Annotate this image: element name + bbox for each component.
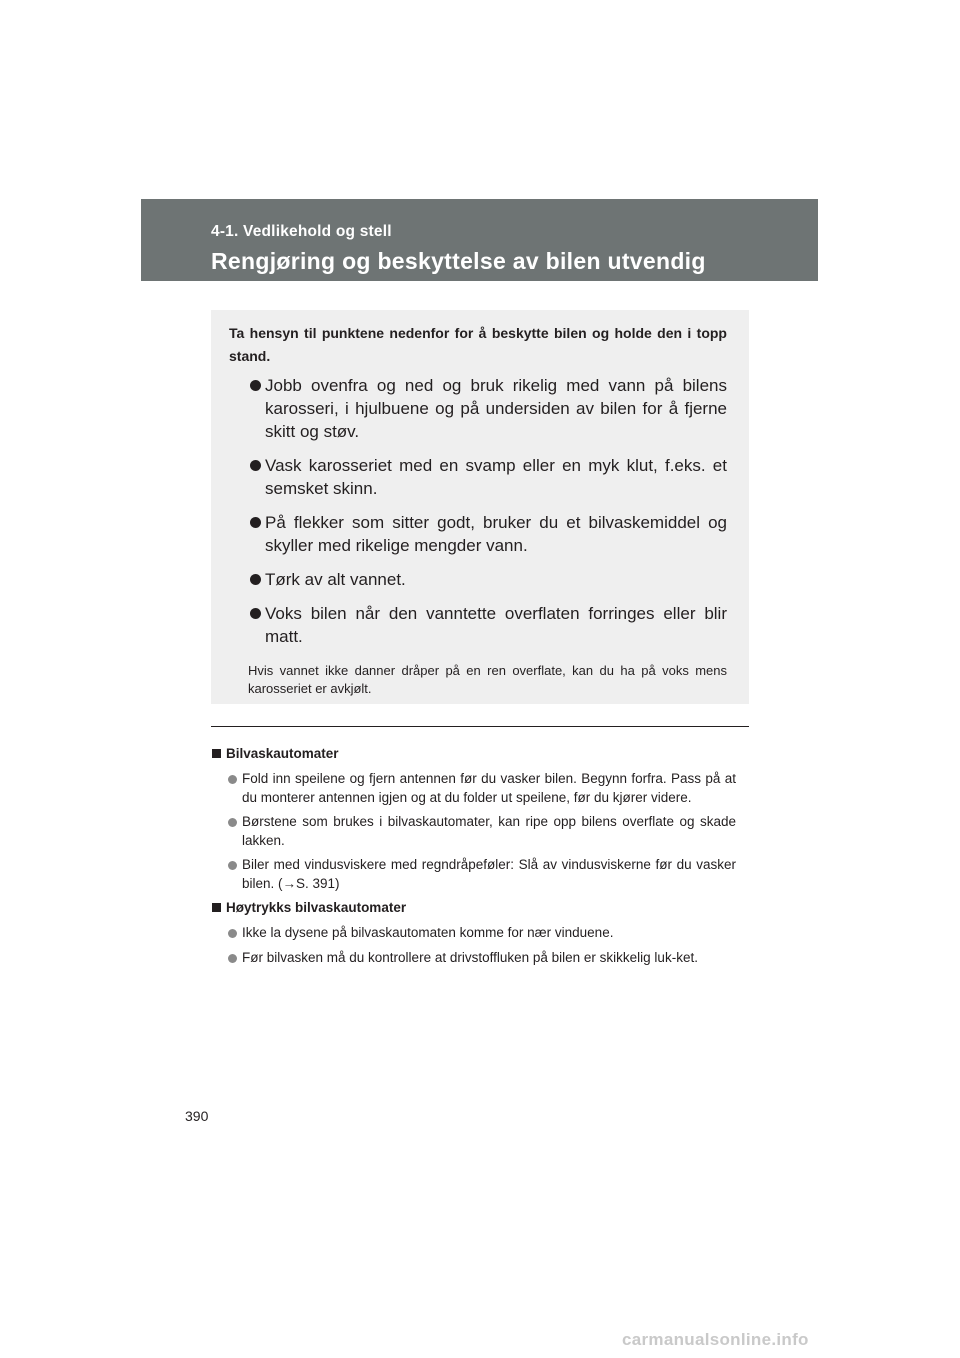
tip-box [211,310,749,704]
bullet-icon [228,775,237,784]
note-heading [211,899,736,917]
list-item [211,949,736,968]
square-bullet-icon [212,749,221,758]
list-item [211,770,736,807]
bullet-icon [228,861,237,870]
note-section-car-wash [211,745,736,893]
divider [211,726,749,727]
list-item [211,856,736,893]
list-item-text: Før bilvasken må du kontrollere at drivstoffluken på bilen er skikkelig luk-ket. [242,949,698,965]
list-item [211,813,736,850]
bullet-icon [250,517,261,528]
notes-area [211,745,736,973]
tip-list [229,374,727,648]
bullet-icon [250,608,261,619]
list-item-text: På flekker som sitter godt, bruker du et bilvaskemiddel og skyller med rikelige mengder vann. [265,513,727,555]
list-item-text: Vask karosseriet med en svamp eller en myk klut, f.eks. et semsket skinn. [265,456,727,498]
note-heading-text: Bilvaskautomater [226,746,339,761]
list-item-text: Biler med vindusviskere med regndråpeføler: Slå av vindusviskerne før du vasker bilen. (→S. 391) [242,857,736,891]
list-item [229,454,727,500]
list-item [229,374,727,443]
note-section-high-pressure [211,899,736,967]
square-bullet-icon [212,903,221,912]
bullet-icon [250,574,261,585]
list-item [229,602,727,648]
list-item-text: Ikke la dysene på bilvaskautomaten komme for nær vinduene. [242,925,614,940]
note-heading-text: Høytrykks bilvaskautomater [226,900,407,915]
bullet-icon [250,380,261,391]
page-number: 390 [185,1108,209,1124]
list-item-text: Voks bilen når den vanntette overflaten forringes eller blir matt. [265,604,727,646]
list-item [211,924,736,943]
list-item [229,568,727,591]
note-heading [211,745,736,763]
section-label: 4-1. Vedlikehold og stell [211,223,392,240]
bullet-icon [228,954,237,963]
list-item-text: Tørk av alt vannet. [265,570,406,589]
tip-intro: Ta hensyn til punktene nedenfor for å beskytte bilen og holde den i topp stand. [229,325,727,364]
watermark: carmanualsonline.info [622,1330,809,1349]
bullet-icon [228,818,237,827]
list-item [229,511,727,557]
page-title: Rengjøring og beskyttelse av bilen utvendig [211,248,706,274]
list-item-text: Børstene som brukes i bilvaskautomater, kan ripe opp bilens overflate og skade lakken. [242,814,736,848]
list-item-text: Jobb ovenfra og ned og bruk rikelig med vann på bilens karosseri, i hjulbuene og på undersiden av bilen for å fjerne skitt og støv. [265,376,727,441]
bullet-icon [228,929,237,938]
bullet-icon [250,460,261,471]
tip-note: Hvis vannet ikke danner dråper på en ren overflate, kan du ha på voks mens karosseriet er avkjølt. [248,663,727,696]
chapter-header [141,199,818,281]
list-item-text: Fold inn speilene og fjern antennen før du vasker bilen. Begynn forfra. Pass på at du monterer antennen igjen og at du folder ut speilene, før du kjører videre. [242,771,736,805]
